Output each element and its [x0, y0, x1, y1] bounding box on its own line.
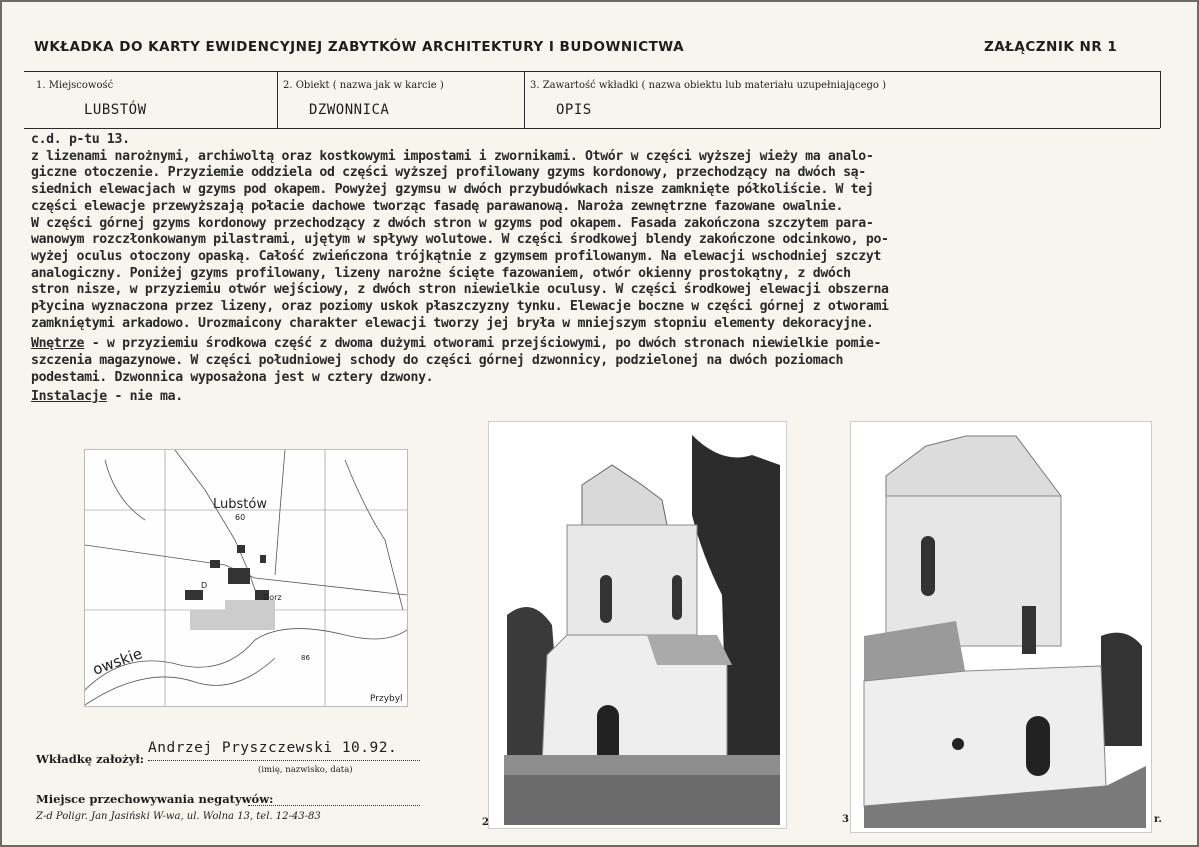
- attachment-number: ZAŁĄCZNIK NR 1: [984, 39, 1118, 55]
- text-line: wanowym rozczłonkowanym pilastrami, ujętym w spływy wolutowe. W części środkowej blendy zakończone odcinkowo, po-: [31, 232, 889, 248]
- text-line: płycina wyznaczona przez lizeny, oraz poziomy uskok płaszczyzny tynku. Elewacje boczne w części górnej z otworami: [31, 299, 889, 315]
- svg-text:86: 86: [301, 654, 310, 662]
- location-map: [84, 449, 408, 707]
- map-drawing: [85, 450, 407, 706]
- text-line: W części górnej gzyms kordonowy przechodzący z dwóch stron w gzyms pod okapem. Fasada zakończona szczytem para-: [31, 215, 874, 231]
- text-line: siednich elewacjach w gzyms pod okapem. Powyżej gzymsu w dwóch przybudówkach nisze zamknięte półkoliście. W tej: [31, 182, 874, 198]
- belfry-photo-1: [488, 421, 787, 829]
- text-line: podestami. Dzwonnica wyposażona jest w cztery dzwony.: [31, 369, 434, 385]
- field-divider-2: [524, 71, 525, 128]
- printer-imprint: Z-d Poligr. Jan Jasiński W-wa, ul. Wolna 13, tel. 12-43-83: [36, 811, 321, 822]
- text-line: analogiczny. Poniżej gzyms profilowany, lizeny narożne ścięte fazowaniem, otwór okienny prostokątny, z dwóch: [31, 265, 851, 281]
- locality-value: LUBSTÓW: [84, 102, 147, 118]
- text-line: szczenia magazynowe. W części południowej schody do części górnej dzwonnicy, podzielonej na dwóch poziomach: [31, 353, 844, 369]
- belfry-photo-2: [850, 421, 1152, 833]
- map-town-label: Lubstów: [213, 497, 267, 512]
- photo-1-number: 2: [482, 817, 489, 828]
- text-line: stron nisze, w przyziemiu otwór wejściowy, z dwóch stron niewielkie oculusy. W części środkowej elewacji obszerna: [31, 282, 889, 298]
- description-text: [31, 132, 1197, 405]
- locality-caption: 1. Miejscowość: [36, 80, 114, 91]
- card-title: WKŁADKA DO KARTY EWIDENCYJNEJ ZABYTKÓW ARCHITEKTURY I BUDOWNICTWA: [34, 39, 685, 55]
- author-caption: (imię, nazwisko, data): [258, 765, 353, 775]
- fields-rule: [24, 128, 1160, 129]
- field-divider-1: [277, 71, 278, 128]
- content-value: OPIS: [556, 102, 592, 118]
- text-line: c.d. p-tu 13.: [31, 132, 130, 147]
- object-value: DZWONNICA: [309, 102, 390, 118]
- text-line: z lizenami narożnymi, archiwoltą oraz kostkowymi impostami i zwornikami. Otwór w części wyższej wieży ma analo-: [31, 148, 874, 164]
- author-signature: Andrzej Pryszczewski 10.92.: [148, 740, 398, 756]
- object-caption: 2. Obiekt ( nazwa jak w karcie ): [283, 80, 444, 91]
- content-caption: 3. Zawartość wkładki ( nazwa obiektu lub materiału uzupełniającego ): [530, 80, 887, 91]
- author-label: Wkładkę założył:: [36, 752, 145, 766]
- header-rule: [24, 71, 1160, 72]
- text-line: wyżej oculus otoczony opaską. Całość zwieńczona trójkątnie z gzymsem profilowanym. Na elewacji wschodniej szczyt: [31, 248, 882, 264]
- text-line: zamkniętymi arkadowo. Urozmaicony charakter elewacji tworzy jej bryła w mniejszym stopniu elementy dekoracyjne.: [31, 315, 874, 331]
- photo-suffix: r.: [1154, 814, 1162, 825]
- field-divider-3: [1160, 71, 1161, 128]
- belfry-photo-1-image: [492, 425, 782, 825]
- author-line: [148, 759, 420, 761]
- svg-text:owskie: owskie: [90, 644, 145, 679]
- storage-label: Miejsce przechowywania negatywów:: [36, 792, 274, 806]
- text-line: giczne otoczenie. Przyziemie oddziela od części wyższej profilowany gzyms kordonowy, przechodzący na dwóch są-: [31, 165, 866, 181]
- text-line: Wnętrze - w przyziemiu środkowa część z dwoma dużymi otworami przejściowymi, po dwóch stronach niewielkie pomie-: [31, 336, 882, 352]
- photo-2-number: 3: [842, 814, 849, 825]
- svg-text:D: D: [201, 581, 208, 590]
- installations-heading: Instalacje: [31, 388, 107, 404]
- svg-text:60: 60: [235, 513, 246, 522]
- storage-line: [248, 804, 420, 806]
- text-line: części elewacje przewyższają połacie dachowe tworząc fasadę parawanową. Naroża zewnętrzne fazowane owalnie.: [31, 198, 844, 214]
- svg-text:Gorz: Gorz: [263, 593, 282, 602]
- belfry-photo-2-image: [856, 426, 1148, 830]
- interior-heading: Wnętrze: [31, 336, 85, 352]
- text-line: Instalacje - nie ma.: [31, 388, 183, 404]
- svg-text:Przybyl: Przybyl: [370, 694, 403, 704]
